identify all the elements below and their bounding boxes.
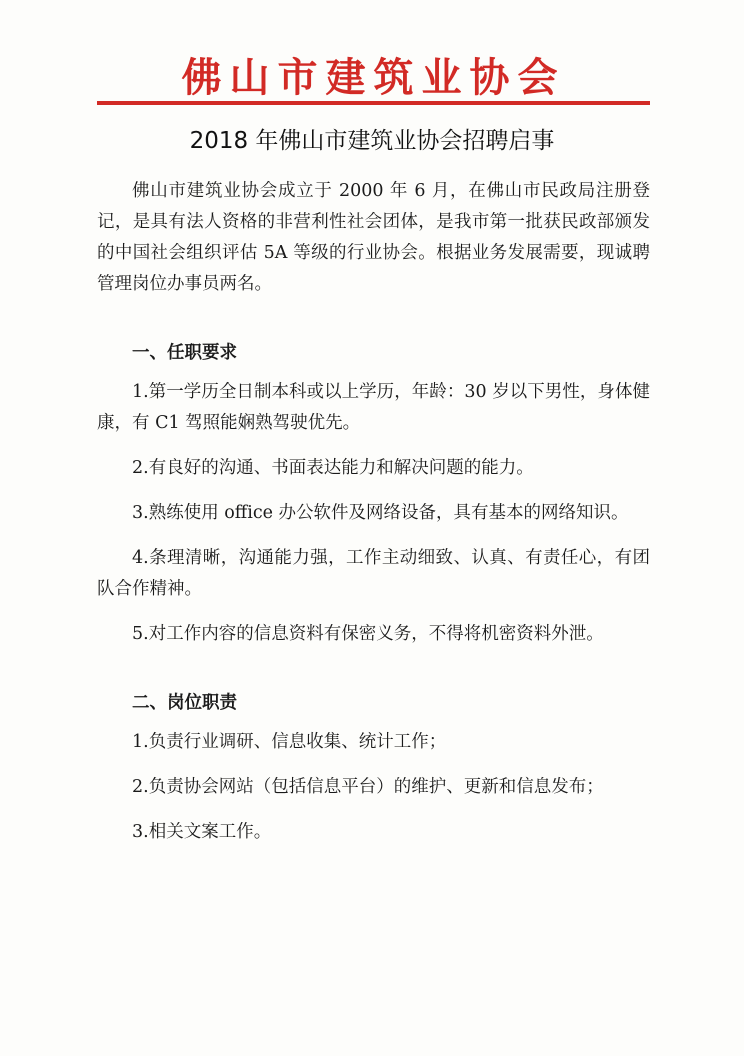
list-item: 3.相关文案工作。 [132,822,272,842]
list-item: 5.对工作内容的信息资料有保密义务，不得将机密资料外泄。 [132,624,604,644]
list-item: 1.负责行业调研、信息收集、统计工作； [132,732,447,752]
list-item: 2.有良好的沟通、书面表达能力和解决问题的能力。 [132,458,534,478]
section-spacer [97,664,650,688]
section-duties [97,688,650,848]
list-item: 4.条理清晰，沟通能力强，工作主动细致、认真、有责任心，有团队合作精神。 [97,548,650,599]
document-title: 2018 年佛山市建筑业协会招聘启事 [189,128,555,154]
section-heading: 二、岗位职责 [132,693,237,713]
letterhead-red-rule [97,101,650,105]
letterhead-org-name: 佛山市建筑业协会 [181,54,566,101]
document-body [97,176,650,862]
list-item: 1.第一学历全日制本科或以上学历，年龄：30 岁以下男性，身体健康，有 C1 驾照能娴熟驾驶优先。 [97,382,650,433]
section-requirements [97,338,650,650]
section-heading: 一、任职要求 [132,343,237,363]
intro-paragraph: 佛山市建筑业协会成立于 2000 年 6 月，在佛山市民政局注册登记，是具有法人资格的非营利性社会团体，是我市第一批获民政部颁发的中国社会组织评估 5A 等级的行业协会。根据业务发展需要，现诚聘管理岗位办事员两名。 [97,181,650,294]
list-item: 2.负责协会网站（包括信息平台）的维护、更新和信息发布； [132,777,604,797]
list-item: 3.熟练使用 office 办公软件及网络设备，具有基本的网络知识。 [132,503,629,523]
